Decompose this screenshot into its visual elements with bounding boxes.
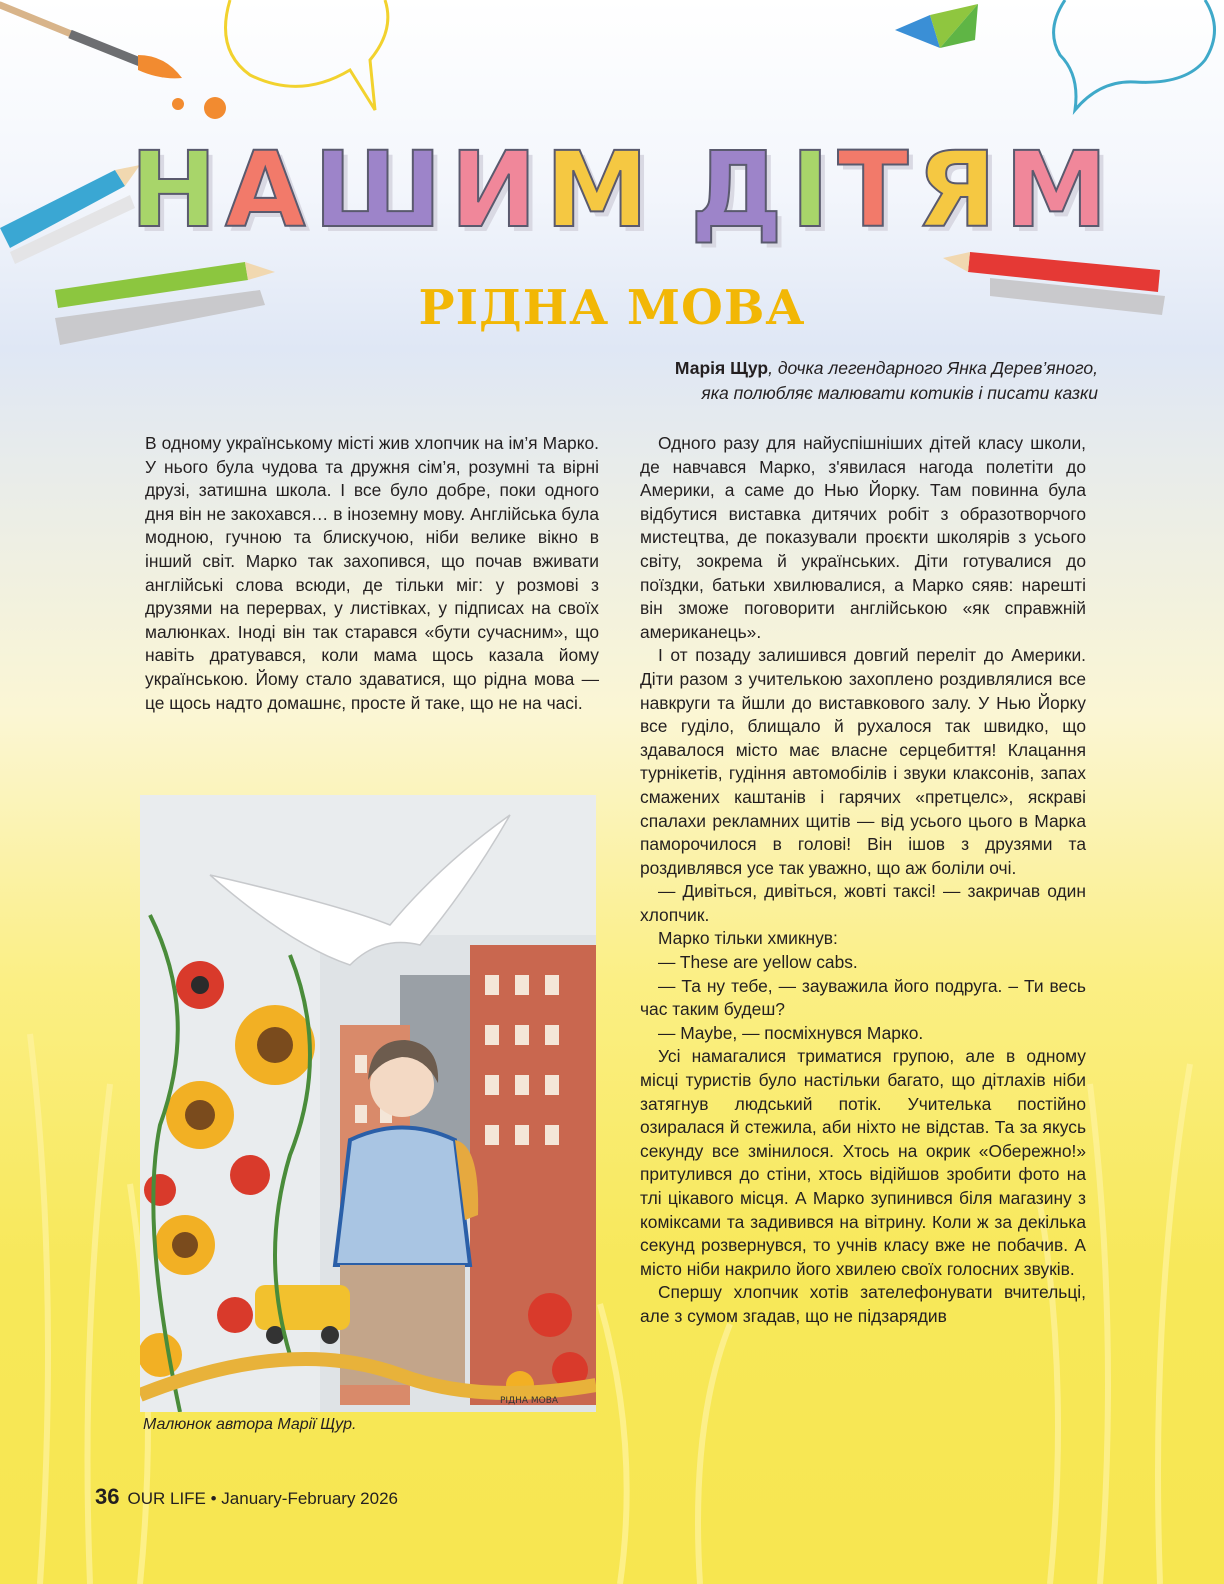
paper-plane-icon bbox=[895, 4, 978, 48]
title-letter: А bbox=[225, 129, 308, 251]
footer-separator: • bbox=[205, 1489, 222, 1508]
article-column-left bbox=[145, 432, 599, 715]
paragraph: — Maybe, — посміхнувся Марко. bbox=[658, 1022, 924, 1043]
paragraph: Одного разу для найуспішніших дітей класу школи, де навчався Марко, з'явилася нагода полетіти до Америки, а саме до Нью Йорку. Там повинна була відбутися виставка дитячих робіт з образотворчого мистецтва, де показували проєкти школярів з усього світу, зокрема й українських. Діти готувалися до поїздки, батьки хвилювалися, а Марко сяяв: нарешті він зможе поговорити англійською «як справжній американець». bbox=[640, 433, 1086, 642]
section-title bbox=[130, 129, 1110, 251]
title-letter: Я bbox=[916, 129, 999, 251]
title-letter: І bbox=[790, 129, 832, 251]
title-letter: Т bbox=[837, 129, 911, 251]
issue-date: January-February 2026 bbox=[221, 1489, 399, 1508]
blue-pencil-icon bbox=[0, 165, 140, 264]
illustration-caption: Малюнок автора Марії Щур. bbox=[143, 1416, 357, 1433]
title-letter: Н bbox=[130, 129, 220, 251]
paintbrush-icon bbox=[0, 5, 226, 119]
page-footer bbox=[95, 1484, 398, 1510]
paragraph: — Та ну тебе, — зауважила його подруга. – Ти весь час таким будеш? bbox=[640, 975, 1086, 1020]
magazine-name: OUR LIFE bbox=[127, 1489, 206, 1508]
article-title: РІДНА МОВА bbox=[418, 280, 806, 336]
paragraph: Марко тільки хмикнув: bbox=[658, 928, 838, 949]
paragraph: — Дивіться, дивіться, жовті таксі! — закричав один хлопчик. bbox=[640, 881, 1086, 925]
page-number: 36 bbox=[95, 1484, 120, 1509]
paragraph: Усі намагалися триматися групою, але в одному місці туристів було настільки багато, що дітлахів ніби затягнув людський потік. Учителька постійно озиралася й стежила, аби ніхто не відстав. Та за якусь секунду все змінилося. Хтось на окрик «Обережно!» притулився до стіни, хтось відійшов зробити фото на тлі цікавого місця. А Марко зупинився біля магазину з коміксами та задивився на вітрину. Коли ж за декілька секунд розвернувся, то учнів класу вже не побачив. А місто ніби накрило його хвилею своїх голосних звуків. bbox=[640, 1046, 1086, 1279]
illustration-inscription: РІДНА МОВА bbox=[500, 1396, 559, 1406]
title-letter: Д bbox=[690, 129, 785, 251]
illustration-boy-in-new-york bbox=[140, 795, 596, 1412]
author-description-line2: яка полюбляє малювати котиків і писати казки bbox=[701, 383, 1098, 403]
title-letter: И bbox=[450, 129, 540, 251]
paragraph: В одному українському місті жив хлопчик на ім’я Марко. У нього була чудова та дружня сім’я, розумні та вірні друзі, затишна школа. І все було добре, поки одного дня він не закохався… в іноземну мову. Англійська була модною, гучною та блискучою, ніби велике вікно в інший світ. Марко так захопився, що почав вживати англійські слова всюди, де тільки міг: у розмові з друзями на перервах, у листівках, у підписах на своїх малюнках. Іноді він так старався «бути сучасним», що навіть дратувався, коли мама щось казала йому українською. Йому стало здаватися, що рідна мова — це щось надто домашнє, просте й таке, що не на часі. bbox=[145, 433, 599, 713]
paragraph: І от позаду залишився довгий переліт до Америки. Діти разом з учителькою захоплено роздивлялися все навкруги та йшли до виставкового залу. У Нью Йорку все гуділо, блищало й рухалося так швидко, що здавалося місто має власне серцебиття! Клацання турнікетів, гудіння автомобілів і звуки клаксонів, запах смажених каштанів і гарячих «претцелс», яскраві спалахи рекламних щитів — від усього цього в Марка паморочилося в голові! Він ішов з друзями та роздивлявся усе так уважно, що аж боліли очі. bbox=[640, 645, 1086, 878]
author-description: , дочка легендарного Янка Дерев’яного, bbox=[768, 358, 1098, 378]
speech-bubble-blue-icon bbox=[1054, 0, 1215, 110]
paragraph: Спершу хлопчик хотів зателефонувати вчительці, але з сумом згадав, що не підзарядив bbox=[640, 1282, 1086, 1326]
article-column-right bbox=[640, 432, 1086, 1329]
author-name: Марія Щур bbox=[674, 358, 769, 378]
title-letter: Ш bbox=[313, 129, 445, 251]
byline bbox=[675, 356, 1098, 406]
title-letter: М bbox=[545, 129, 651, 251]
speech-bubble-yellow-icon bbox=[226, 0, 388, 110]
title-letter: М bbox=[1004, 129, 1110, 251]
paragraph: — These are yellow cabs. bbox=[658, 952, 858, 973]
